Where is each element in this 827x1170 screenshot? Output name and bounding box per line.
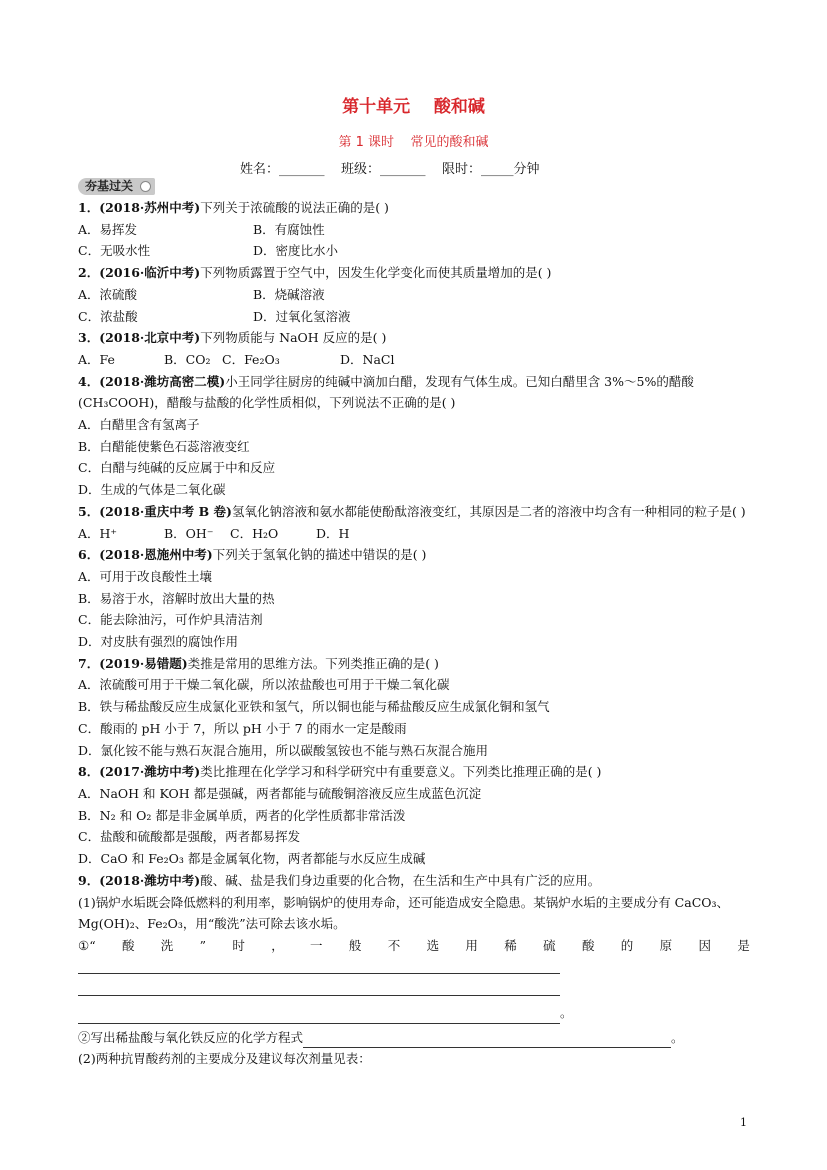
option-a: A．浓硫酸: [78, 286, 138, 302]
question-8: [78, 761, 750, 783]
option-d: D．NaCl: [340, 351, 395, 367]
option-row: [78, 284, 750, 306]
question-source: (2018·潍坊中考): [99, 872, 201, 888]
option-d: D．密度比水小: [253, 243, 339, 259]
option-b: B．OH⁻: [164, 525, 214, 541]
question-source: (2018·重庆中考 B 卷): [99, 503, 232, 519]
option-b: B．烧碱溶液: [253, 286, 325, 302]
option-row: [78, 240, 750, 262]
question-stem: 类比推理在化学学习和科学研究中有重要意义。下列类比推理正确的是( ): [200, 764, 602, 780]
option-c: C．酸雨的 pH 小于 7，所以 pH 小于 7 的雨水一定是酸雨: [78, 720, 407, 736]
option-a: A．浓硫酸可用于干燥二氧化碳，所以浓盐酸也可用于干燥二氧化碳: [78, 677, 450, 693]
question-stem: 下列关于氢氧化钠的描述中错误的是( ): [212, 547, 427, 563]
question-stem: 下列关于浓硫酸的说法正确的是( ): [200, 200, 389, 215]
prompt-char: ”: [199, 937, 207, 953]
question-number: 2．: [78, 265, 100, 281]
prompt-char: 一: [310, 937, 323, 953]
option-c: C．盐酸和硫酸都是强酸，两者都易挥发: [78, 829, 301, 845]
option-d: D．氯化铵不能与熟石灰混合施用，所以碳酸氢铵也不能与熟石灰混合施用: [78, 742, 489, 758]
option-d: D．H: [316, 525, 350, 541]
option-b: B．易溶于水，溶解时放出大量的热: [78, 590, 275, 606]
option-row: [78, 219, 750, 241]
sentence-end: 。: [560, 1004, 573, 1020]
question-6: [78, 544, 750, 566]
question-number: 8．: [78, 764, 100, 780]
prompt-char: 是: [737, 937, 750, 953]
badge-dot-icon: [140, 181, 151, 192]
option-c: C．H₂O: [230, 525, 279, 541]
prompt-char: 选: [426, 937, 440, 953]
question-number: 6．: [78, 547, 100, 563]
question-number: 7．: [78, 655, 100, 671]
question-1: [78, 197, 750, 219]
question-source: (2018·恩施州中考): [99, 547, 213, 563]
question-5: [78, 501, 750, 523]
prompt-char: 稀: [504, 937, 517, 953]
question-list: [78, 197, 750, 1070]
page-number: 1: [740, 1116, 747, 1129]
question-9-sub-2: [78, 1027, 750, 1049]
question-number: 1．: [78, 200, 100, 215]
question-9-part-2: (2)两种抗胃酸药剂的主要成分及建议每次剂量见表：: [78, 1051, 371, 1067]
option-b: B．白醋能使紫色石蕊溶液变红: [78, 438, 250, 454]
answer-blank-line[interactable]: [78, 979, 560, 996]
option-d: D．生成的气体是二氧化碳: [78, 482, 226, 498]
question-stem: 类推是常用的思维方法。下列类推正确的是( ): [187, 655, 439, 671]
option-c: C．无吸水性: [78, 243, 151, 259]
question-stem: 氢氧化钠溶液和氨水都能使酚酞溶液变红，其原因是二者的溶液中均含有一种相同的粒子是( ): [231, 503, 746, 519]
question-stem: 下列物质露置于空气中，因发生化学变化而使其质量增加的是( ): [200, 265, 552, 281]
question-source: (2019·易错题): [99, 655, 188, 671]
prompt-char: 时: [232, 937, 245, 953]
option-row: [78, 306, 750, 328]
prompt-char: ，: [271, 937, 284, 953]
question-9: [78, 870, 750, 892]
student-info-line: 姓名：_______ 班级：_______ 限时：_____分钟: [240, 162, 540, 177]
question-stem: 小王同学往厨房的纯碱中滴加白醋，发现有气体生成。已知白醋里含 3%～5%的醋酸(CH₃COOH)，醋酸与盐酸的化学性质相似，下列说法不正确的是( ): [78, 373, 694, 411]
answer-blank-line[interactable]: [78, 957, 560, 974]
question-3: [78, 327, 750, 349]
prompt-char: 因: [698, 937, 711, 953]
option-c: C．Fe₂O₃: [222, 351, 280, 367]
section-badge-label: 夯基过关: [85, 179, 134, 193]
prompt-char: 不: [387, 937, 401, 953]
option-a: A．H⁺: [78, 525, 118, 541]
option-d: D．过氧化氢溶液: [253, 308, 351, 324]
option-b: B．N₂ 和 O₂ 都是非金属单质，两者的化学性质都非常活泼: [78, 807, 406, 823]
option-c: C．浓盐酸: [78, 308, 138, 324]
question-4: [78, 371, 750, 414]
prompt-char: 原: [659, 937, 673, 953]
option-c: C．能去除油污，可作炉具清洁剂: [78, 612, 263, 628]
prompt-char: 般: [348, 937, 362, 953]
section-badge: [78, 178, 155, 195]
option-c: C．白醋与纯碱的反应属于中和反应: [78, 460, 276, 476]
question-source: (2018·苏州中考): [99, 200, 201, 215]
question-stem: 下列物质能与 NaOH 反应的是( ): [200, 330, 387, 346]
option-d: D．CaO 和 Fe₂O₃ 都是金属氧化物，两者都能与水反应生成碱: [78, 851, 426, 867]
prompt-char: 硫: [543, 937, 556, 953]
option-a: A．白醋里含有氢离子: [78, 417, 200, 433]
option-row: [78, 349, 750, 371]
question-stem: 酸、碱、盐是我们身边重要的化合物，在生活和生产中具有广泛的应用。: [200, 872, 601, 888]
answer-blank-row: [78, 1002, 750, 1024]
lesson-title: 第 1 课时 常见的酸和碱: [338, 135, 489, 150]
sentence-end: 。: [671, 1029, 684, 1045]
option-a: A．易挥发: [78, 221, 138, 237]
prompt-char: ①“: [78, 937, 96, 953]
question-number: 5．: [78, 503, 100, 519]
option-b: B．CO₂: [164, 351, 211, 367]
unit-title: 第十单元 酸和碱: [342, 97, 485, 117]
option-a: A．可用于改良酸性土壤: [78, 568, 213, 584]
option-a: A．NaOH 和 KOH 都是强碱，两者都能与硫酸铜溶液反应生成蓝色沉淀: [78, 785, 482, 801]
option-row: [78, 523, 750, 545]
question-7: [78, 653, 750, 675]
option-d: D．对皮肤有强烈的腐蚀作用: [78, 634, 239, 650]
prompt-char: 酸: [121, 937, 135, 953]
question-9-sub-2-prompt: ②写出稀盐酸与氧化铁反应的化学方程式: [78, 1029, 304, 1045]
question-9-part-1: (1)锅炉水垢既会降低燃料的利用率，影响锅炉的使用寿命，还可能造成安全隐患。某锅炉水垢的主要成分有 CaCO₃、Mg(OH)₂、Fe₂O₃，用“酸洗”法可除去该水垢。: [78, 894, 730, 932]
question-source: (2018·潍坊高密二模): [99, 373, 226, 389]
question-source: (2016·临沂中考): [99, 265, 201, 281]
question-number: 3．: [78, 330, 100, 346]
option-a: A．Fe: [78, 351, 115, 367]
question-9-sub-1-prompt: [78, 935, 750, 957]
question-source: (2018·北京中考): [99, 330, 201, 346]
prompt-char: 用: [465, 937, 478, 953]
prompt-char: 的: [620, 937, 634, 953]
question-number: 9．: [78, 872, 100, 888]
prompt-char: 洗: [160, 937, 174, 953]
answer-blank-line[interactable]: [303, 1034, 671, 1048]
prompt-char: 酸: [581, 937, 595, 953]
option-b: B．铁与稀盐酸反应生成氯化亚铁和氢气，所以铜也能与稀盐酸反应生成氯化铜和氢气: [78, 699, 550, 715]
question-number: 4．: [78, 373, 100, 389]
answer-blank-line[interactable]: [78, 1007, 560, 1024]
option-b: B．有腐蚀性: [253, 221, 325, 237]
question-source: (2017·潍坊中考): [99, 764, 201, 780]
question-2: [78, 262, 750, 284]
